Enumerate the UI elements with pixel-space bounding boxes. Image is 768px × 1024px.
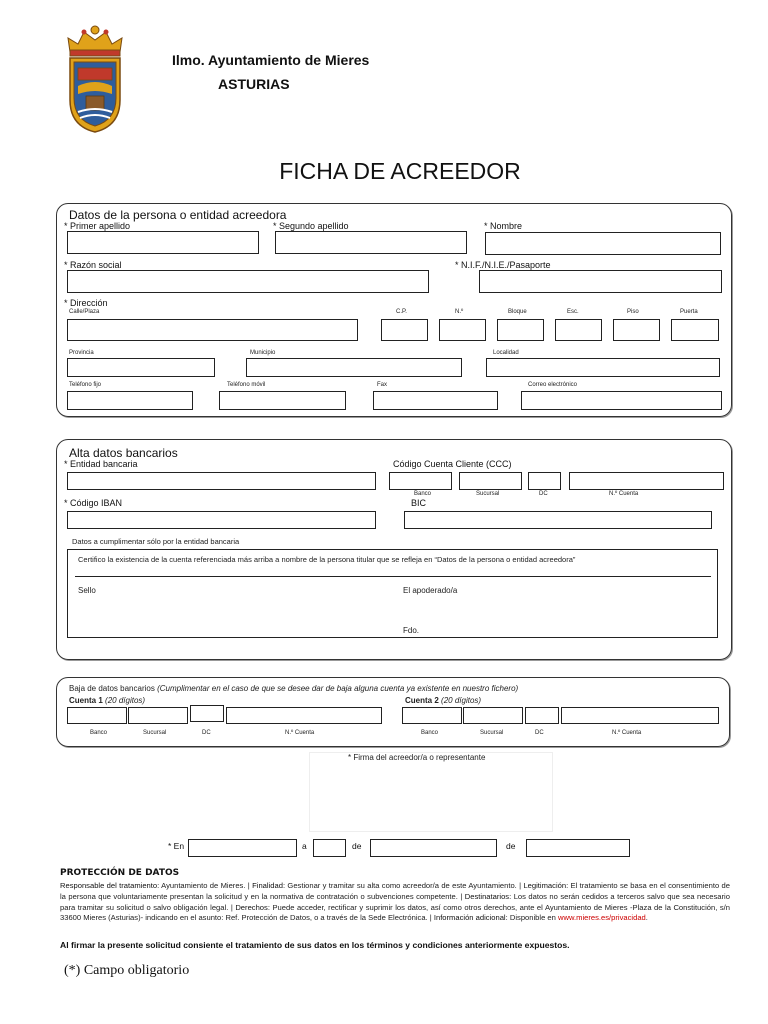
- label-ccc-cuenta: N.º Cuenta: [609, 491, 639, 497]
- label-bic: BIC: [411, 498, 427, 508]
- baja-title-text: Baja de datos bancarios: [69, 684, 155, 693]
- field-dia[interactable]: [313, 839, 346, 857]
- form-title: FICHA DE ACREEDOR: [279, 158, 521, 184]
- label-ccc-dc: DC: [539, 491, 548, 497]
- field-razon-social[interactable]: [67, 270, 429, 293]
- label-de-2: de: [506, 841, 516, 851]
- label-sello: Sello: [78, 586, 96, 595]
- label-primer-apellido: * Primer apellido: [64, 221, 131, 231]
- legitimacion-label: Legitimación:: [523, 881, 569, 890]
- label-baja1-banco: Banco: [90, 730, 108, 736]
- label-puerta: Puerta: [680, 309, 698, 315]
- label-a: a: [302, 841, 307, 851]
- coat-of-arms-logo: [60, 22, 130, 134]
- label-de-1: de: [352, 841, 362, 851]
- label-telefono-movil: Teléfono móvil: [227, 382, 266, 388]
- field-nombre[interactable]: [485, 232, 721, 255]
- field-baja1-dc[interactable]: [190, 705, 224, 722]
- field-telefono-fijo[interactable]: [67, 391, 193, 410]
- field-baja2-cuenta[interactable]: [561, 707, 719, 724]
- section-alta-title: Alta datos bancarios: [69, 446, 178, 460]
- destinatarios-label: Destinatarios:: [464, 891, 512, 901]
- responsable-text: Ayuntamiento de Mieres. |: [161, 881, 250, 890]
- label-baja1-sucursal: Sucursal: [143, 730, 167, 736]
- region-name: ASTURIAS: [218, 76, 290, 92]
- field-numero[interactable]: [439, 319, 486, 341]
- label-ccc-sucursal: Sucursal: [476, 491, 500, 497]
- field-nif[interactable]: [479, 270, 722, 293]
- field-localidad[interactable]: [486, 358, 720, 377]
- label-cp: C.P.: [396, 309, 407, 315]
- label-telefono-fijo: Teléfono fijo: [69, 382, 102, 388]
- label-direccion: * Dirección: [64, 298, 108, 308]
- label-baja2-dc: DC: [535, 730, 544, 736]
- label-numero: N.º: [455, 309, 464, 315]
- info-text: Disponible en: [509, 913, 556, 923]
- label-nombre: * Nombre: [484, 221, 523, 231]
- proteccion-title: PROTECCIÓN DE DATOS: [60, 868, 180, 878]
- info-label: Información adicional:: [433, 913, 508, 923]
- label-nif: * N.I.F./N.I.E./Pasaporte: [455, 260, 551, 270]
- label-baja1-cuenta: N.º Cuenta: [285, 730, 315, 736]
- field-piso[interactable]: [613, 319, 660, 341]
- label-baja2-sucursal: Sucursal: [480, 730, 504, 736]
- derechos-label: Derechos:: [235, 902, 270, 912]
- cuenta1-digitos: (20 dígitos): [105, 696, 146, 705]
- field-entidad-bancaria[interactable]: [67, 472, 376, 490]
- label-baja2-banco: Banco: [421, 730, 439, 736]
- field-primer-apellido[interactable]: [67, 231, 259, 254]
- field-cp[interactable]: [381, 319, 428, 341]
- consent-text: Al firmar la presente solicitud consiente el tratamiento de sus datos en los términos y condiciones anteriormente expuestos.: [60, 940, 570, 950]
- field-segundo-apellido[interactable]: [275, 231, 467, 254]
- destinatarios-text: Los datos no serán cedidos a terceros salvo que sea necesario para tramitar su solicitud o salvo obligación legal. |: [60, 891, 730, 912]
- field-iban[interactable]: [67, 511, 376, 529]
- field-calle[interactable]: [67, 319, 358, 341]
- cuenta2-digitos: (20 dígitos): [441, 696, 482, 705]
- certification-text: Certifico la existencia de la cuenta referenciada más arriba a nombre de la persona titular que se refleja en “Datos de la persona o entidad acreedora”: [78, 555, 576, 564]
- label-entidad-bancaria: * Entidad bancaria: [64, 459, 138, 469]
- cuenta2-text: Cuenta 2: [405, 696, 439, 705]
- field-baja1-banco[interactable]: [67, 707, 127, 724]
- field-fax[interactable]: [373, 391, 498, 410]
- cuenta1-text: Cuenta 1: [69, 696, 103, 705]
- label-razon-social: * Razón social: [64, 260, 122, 270]
- field-baja1-cuenta[interactable]: [226, 707, 382, 724]
- label-segundo-apellido: * Segundo apellido: [273, 221, 349, 231]
- field-escalera[interactable]: [555, 319, 602, 341]
- label-calle: Calle/Plaza: [69, 309, 100, 315]
- field-ccc-banco[interactable]: [389, 472, 452, 490]
- label-provincia: Provincia: [69, 350, 94, 356]
- responsable-label: Responsable del tratamiento:: [60, 881, 160, 890]
- field-telefono-movil[interactable]: [219, 391, 346, 410]
- field-ccc-sucursal[interactable]: [459, 472, 522, 490]
- label-cuenta1: [69, 696, 145, 705]
- field-ccc-cuenta[interactable]: [569, 472, 724, 490]
- label-bloque: Bloque: [508, 309, 527, 315]
- field-bic[interactable]: [404, 511, 712, 529]
- label-en: * En: [168, 841, 185, 851]
- label-piso: Piso: [627, 309, 639, 315]
- field-baja2-dc[interactable]: [525, 707, 559, 724]
- label-ccc-banco: Banco: [414, 491, 432, 497]
- label-baja1-dc: DC: [202, 730, 211, 736]
- signature-box[interactable]: [309, 752, 553, 832]
- proteccion-text: Responsable del tratamiento: Ayuntamiento de Mieres. | Finalidad: Gestionar y tramitar su alta como acreedor/a de este Ayuntamiento. | Legitimación: El tratamiento se basa en el consentimiento de la persona que voluntariamente presentan la solicitud y en la normativa de contratación o subvenciones competente. | Destinatarios: Los datos no serán cedidos a terceros salvo que sea necesario para tramitar su solicitud o salvo obligación legal. | Derechos: Puede acceder, rectificar y suprimir los datos, así como otros derechos, ante el Ayuntamiento de Mieres -Plaza de la Constitución, s/n 33600 Mieres (Asturias)- indicando en el asunto: Ref. Protección de Datos, o a través de la Sede Electrónica. | Información adicional: Disponible en www.mieres.es/privacidad.: [60, 881, 730, 923]
- derechos-text: Puede acceder, rectificar y suprimir los datos, así como otros derechos, ante el Ayuntamiento de Mieres -Plaza de la Constitución, s/n 33600 Mieres (Asturias)- indicando en el asunto: Ref. Protección de Datos, o a través de la Sede Electrónica. |: [60, 902, 730, 923]
- field-ccc-dc[interactable]: [528, 472, 561, 490]
- certification-divider: [75, 576, 711, 577]
- field-mes[interactable]: [370, 839, 497, 857]
- label-escalera: Esc.: [567, 309, 579, 315]
- field-correo[interactable]: [521, 391, 722, 410]
- legitimacion-text: El tratamiento se basa en el consentimiento de la persona que voluntariamente presentan la solicitud y en la normativa de contratación o subvenciones competente. |: [60, 881, 730, 901]
- field-baja2-banco[interactable]: [402, 707, 462, 724]
- field-anio[interactable]: [526, 839, 630, 857]
- field-provincia[interactable]: [67, 358, 215, 377]
- label-baja2-cuenta: N.º Cuenta: [612, 730, 642, 736]
- baja-title-note: (Cumplimentar en el caso de que se desee dar de baja alguna cuenta ya existente en nuestro fichero): [157, 684, 519, 693]
- label-fax: Fax: [377, 382, 388, 388]
- signature-label: * Firma del acreedor/a o representante: [348, 753, 486, 762]
- label-apoderado: El apoderado/a: [403, 586, 458, 595]
- label-iban: * Código IBAN: [64, 498, 123, 508]
- field-baja1-sucursal[interactable]: [128, 707, 188, 724]
- field-puerta[interactable]: [671, 319, 719, 341]
- field-bloque[interactable]: [497, 319, 544, 341]
- label-localidad: Localidad: [493, 350, 519, 356]
- section-baja-title: [69, 684, 518, 693]
- label-correo: Correo electrónico: [528, 382, 578, 388]
- finalidad-text: Gestionar y tramitar su alta como acreedor/a de este Ayuntamiento. |: [287, 881, 522, 890]
- field-lugar[interactable]: [188, 839, 297, 857]
- entidad-note: Datos a cumplimentar sólo por la entidad bancaria: [72, 537, 240, 546]
- label-cuenta2: [405, 696, 481, 705]
- field-municipio[interactable]: [246, 358, 462, 377]
- label-fdo: Fdo.: [403, 626, 420, 635]
- privacy-link[interactable]: www.mieres.es/privacidad: [558, 913, 646, 923]
- field-baja2-sucursal[interactable]: [463, 707, 523, 724]
- campo-obligatorio-note: (*) Campo obligatorio: [64, 963, 190, 978]
- org-name: Ilmo. Ayuntamiento de Mieres: [172, 52, 370, 68]
- label-ccc: Código Cuenta Cliente (CCC): [393, 459, 512, 469]
- label-municipio: Municipio: [250, 350, 276, 356]
- section-acreedor-title: Datos de la persona o entidad acreedora: [69, 208, 287, 222]
- finalidad-label: Finalidad:: [252, 881, 286, 890]
